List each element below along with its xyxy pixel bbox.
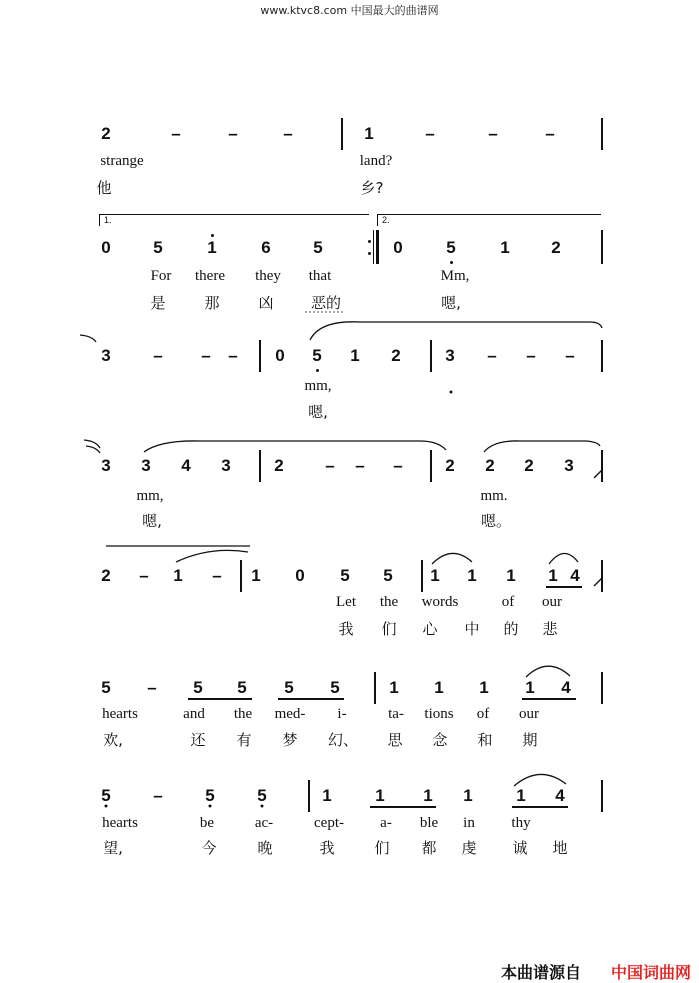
lyric: ble: [419, 815, 439, 831]
note: 5: [340, 566, 350, 585]
chinese-lyric: 们: [374, 839, 390, 857]
chinese-lyric: 那: [204, 294, 220, 312]
lyric: our: [542, 594, 562, 610]
note: 5: [193, 678, 203, 697]
dash: –: [355, 456, 365, 475]
note: 5: [284, 678, 294, 697]
low-octave-dot: [450, 391, 453, 394]
lyric: our: [519, 706, 539, 722]
chinese-lyric: 虔: [461, 839, 477, 857]
note: 1: [500, 238, 510, 257]
dash: –: [283, 124, 293, 143]
note: 1: [389, 678, 399, 697]
lyric: they: [255, 268, 281, 284]
slur: [310, 322, 602, 340]
note: 1: [173, 566, 183, 585]
slur: [86, 446, 100, 453]
note: 5: [383, 566, 393, 585]
chinese-lyric: 念: [432, 731, 448, 749]
footer-source-label: 本曲谱源自: [500, 963, 581, 982]
slur: [514, 774, 566, 786]
note: 2: [551, 238, 561, 257]
chinese-lyric: 欢,: [103, 731, 123, 749]
lyric: the: [379, 594, 399, 610]
lyric: mm,: [136, 488, 164, 504]
note: 5: [313, 238, 323, 257]
chinese-lyric: 还: [190, 731, 206, 749]
chinese-lyric: 今: [201, 839, 217, 857]
note: 4: [181, 456, 191, 475]
slur: [176, 550, 248, 562]
lyric: mm,: [304, 378, 332, 394]
lyric: a-: [380, 815, 392, 831]
note: 5: [257, 786, 267, 805]
dash: –: [139, 566, 149, 585]
dash: –: [526, 346, 536, 365]
site-tagline: 中国最大的曲谱网: [350, 4, 439, 17]
note: 4: [570, 566, 580, 585]
lyric: med-: [274, 706, 306, 722]
chinese-lyric: 嗯,: [308, 403, 328, 421]
note: 1: [506, 566, 516, 585]
lyric: i-: [337, 706, 347, 722]
note: 2: [445, 456, 455, 475]
note: 6: [261, 238, 271, 257]
footer-site-name[interactable]: 中国词曲网: [610, 963, 691, 982]
lyric: that: [308, 268, 332, 284]
slur: [594, 470, 602, 478]
note: 2: [101, 566, 111, 585]
chinese-lyric: 有: [236, 731, 252, 749]
chinese-lyric: 心: [422, 620, 438, 638]
lyric: of: [501, 594, 515, 610]
note: 1: [251, 566, 261, 585]
slur: [80, 335, 96, 342]
slur: [549, 553, 578, 564]
note: 5: [205, 786, 215, 805]
note: 1: [548, 566, 558, 585]
chinese-lyric: 幻、: [327, 731, 359, 749]
chinese-lyric: 晚: [257, 839, 273, 857]
chinese-lyric: 恶的: [310, 294, 342, 312]
dash: –: [487, 346, 497, 365]
dash: –: [153, 786, 163, 805]
slur: [594, 578, 602, 586]
note: 2: [391, 346, 401, 365]
dash: –: [325, 456, 335, 475]
note: 1: [364, 124, 374, 143]
note: 0: [295, 566, 305, 585]
note: 1: [434, 678, 444, 697]
note: 5: [101, 678, 111, 697]
note: 1: [423, 786, 433, 805]
note: 5: [446, 238, 456, 257]
lyric: tions: [424, 706, 454, 722]
chinese-lyric: 梦: [282, 731, 298, 749]
note: 1: [430, 566, 440, 585]
lyric: in: [463, 815, 475, 831]
dash: –: [425, 124, 435, 143]
slur: [484, 441, 600, 452]
low-octave-dot: [105, 805, 108, 808]
note: 1: [463, 786, 473, 805]
chinese-lyric: 他: [96, 179, 112, 197]
dash: –: [147, 678, 157, 697]
chinese-lyric: 地: [552, 839, 568, 857]
dash: –: [488, 124, 498, 143]
dash: –: [545, 124, 555, 143]
chinese-lyric: 中: [464, 620, 480, 638]
note: 2: [101, 124, 111, 143]
dash: –: [228, 124, 238, 143]
note: 2: [524, 456, 534, 475]
note: 3: [445, 346, 455, 365]
note: 3: [564, 456, 574, 475]
dash: –: [171, 124, 181, 143]
slur: [432, 553, 472, 564]
dash: –: [228, 346, 238, 365]
lyric: be: [199, 815, 215, 831]
note: 1: [467, 566, 477, 585]
note: 5: [101, 786, 111, 805]
low-octave-dot: [209, 805, 212, 808]
chinese-lyric: 嗯。: [480, 512, 512, 530]
lyric: the: [233, 706, 253, 722]
note: 3: [101, 346, 111, 365]
note: 3: [101, 456, 111, 475]
note: 2: [485, 456, 495, 475]
lyric: of: [476, 706, 490, 722]
note: 3: [221, 456, 231, 475]
chinese-lyric: 嗯,: [441, 294, 461, 312]
note: 0: [101, 238, 111, 257]
lyric: thy: [511, 815, 531, 831]
lyric: Let: [336, 594, 356, 610]
volta-2-label: 2.: [382, 215, 390, 225]
dash: –: [393, 456, 403, 475]
chinese-lyric: 嗯,: [142, 512, 162, 530]
lyric: mm.: [480, 488, 508, 504]
lyric: words: [421, 594, 459, 610]
chinese-lyric: 思: [387, 731, 403, 749]
dash: –: [565, 346, 575, 365]
chinese-lyric: 望,: [103, 839, 123, 857]
dash: –: [212, 566, 222, 585]
note: 1: [525, 678, 535, 697]
chinese-lyric: 期: [522, 731, 538, 749]
note: 5: [330, 678, 340, 697]
note: 5: [153, 238, 163, 257]
lyric: hearts: [102, 706, 138, 722]
chinese-lyric: 们: [381, 620, 397, 638]
lyric: strange: [100, 153, 144, 169]
note: 1: [375, 786, 385, 805]
chinese-lyric: 乡?: [360, 179, 384, 197]
chinese-lyric: 是: [150, 294, 166, 312]
lyric: Mm,: [440, 268, 470, 284]
chinese-lyric: 凶: [258, 294, 274, 312]
chinese-lyric: 和: [477, 731, 493, 749]
lyric: For: [150, 268, 172, 284]
note: 4: [555, 786, 565, 805]
note: 1: [350, 346, 360, 365]
slur: [526, 666, 570, 677]
lyric: land?: [359, 153, 393, 169]
chinese-lyric: 悲: [542, 620, 558, 638]
lyric: hearts: [102, 815, 138, 831]
volta-1-label: 1.: [104, 215, 112, 225]
site-url: www.ktvc8.com: [260, 4, 348, 17]
note: 2: [274, 456, 284, 475]
note: 5: [237, 678, 247, 697]
note: 4: [561, 678, 571, 697]
note: 1: [516, 786, 526, 805]
chinese-lyric: 诚: [512, 839, 528, 857]
lyric: ta-: [388, 706, 404, 722]
note: 3: [141, 456, 151, 475]
chinese-lyric: 我: [319, 839, 335, 857]
dash: –: [201, 346, 211, 365]
chinese-lyric: 都: [421, 839, 437, 857]
note: 1: [479, 678, 489, 697]
chinese-lyric: 我: [338, 620, 354, 638]
note: 1: [207, 238, 217, 257]
slur: [144, 441, 446, 452]
lyric: cept-: [314, 815, 344, 831]
note: 0: [275, 346, 285, 365]
note: 0: [393, 238, 403, 257]
dash: –: [153, 346, 163, 365]
low-octave-dot: [261, 805, 264, 808]
lyric: ac-: [254, 815, 274, 831]
lyric: there: [195, 268, 225, 284]
note: 5: [312, 346, 322, 365]
note: 1: [322, 786, 332, 805]
lyric: and: [183, 706, 205, 722]
chinese-lyric: 的: [503, 620, 519, 638]
